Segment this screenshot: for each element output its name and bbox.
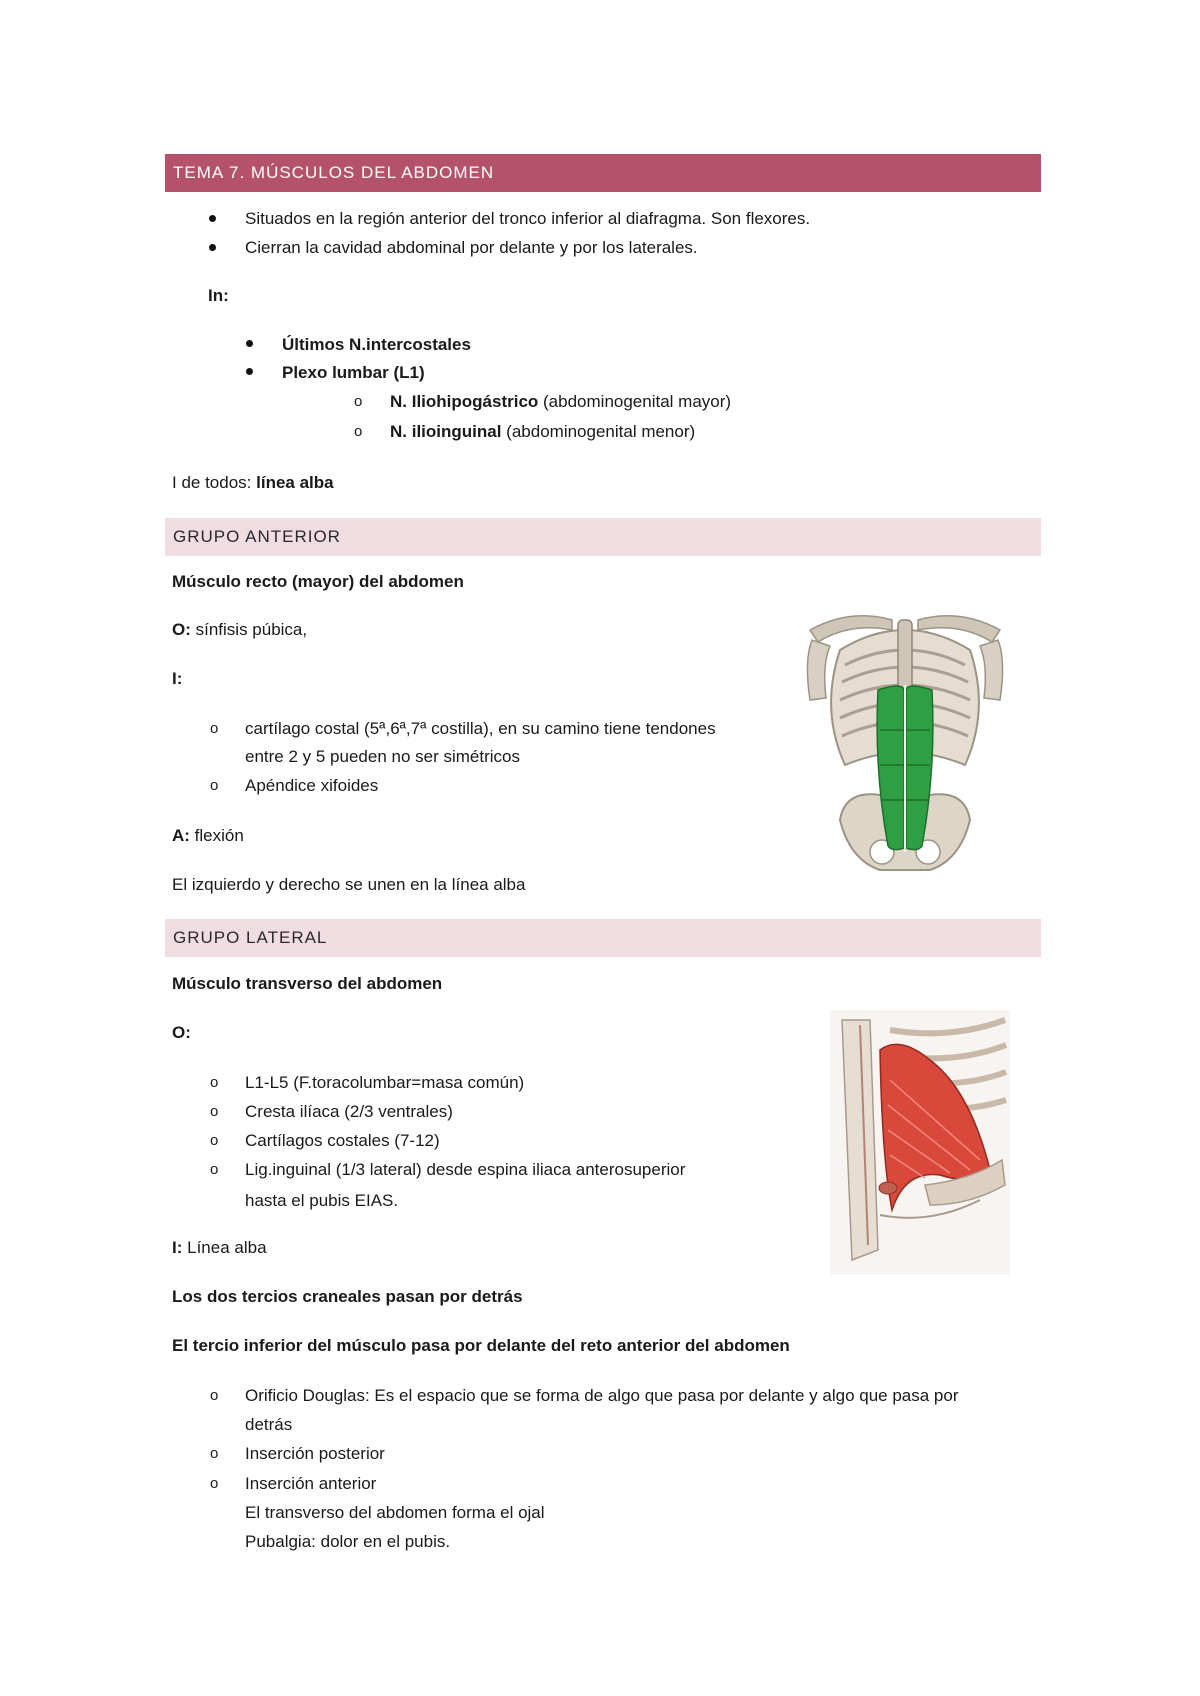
- detail-pubalgia: Pubalgia: dolor en el pubis.: [245, 1532, 451, 1551]
- transverse-origin-label: O:: [172, 1023, 191, 1042]
- transverse-note-1: Los dos tercios craneales pasan por detrás: [172, 1287, 523, 1306]
- muscle-transverse-title: Músculo transverso del abdomen: [172, 974, 443, 993]
- detail-douglas: Orificio Douglas: Es el espacio que se forma de algo que pasa por delante y algo que pasa por: [245, 1386, 959, 1405]
- bullet-icon: [246, 368, 253, 375]
- intro-bullet-1: Situados en la región anterior del tronco inferior al diafragma. Son flexores.: [245, 209, 811, 228]
- in-subitem-1: N. Iliohipogástrico (abdominogenital mayor): [390, 392, 732, 411]
- sub-bullet-icon: o: [210, 720, 219, 737]
- section-heading-anterior: GRUPO ANTERIOR: [165, 518, 1041, 556]
- transverse-origin-2: Cresta ilíaca (2/3 ventrales): [245, 1102, 453, 1121]
- detail-anterior: Inserción anterior: [245, 1474, 377, 1493]
- rectus-abdominis-illustration: [800, 590, 1010, 880]
- muscle-rectus-title: Músculo recto (mayor) del abdomen: [172, 572, 464, 591]
- in-item-1: Últimos N.intercostales: [282, 335, 471, 354]
- in-item-2: Plexo lumbar (L1): [282, 363, 425, 382]
- in-subitem-2: N. ilioinguinal (abdominogenital menor): [390, 422, 696, 441]
- in-label: In:: [208, 286, 229, 305]
- rectus-insertion-1: cartílago costal (5ª,6ª,7ª costilla), en su camino tiene tendones: [245, 719, 716, 738]
- section-heading-lateral: GRUPO LATERAL: [165, 919, 1041, 957]
- detail-ojal: El transverso del abdomen forma el ojal: [245, 1503, 545, 1522]
- transverse-note-2: El tercio inferior del músculo pasa por delante del reto anterior del abdomen: [172, 1336, 790, 1355]
- detail-douglas-cont: detrás: [245, 1415, 293, 1434]
- detail-posterior: Inserción posterior: [245, 1444, 385, 1463]
- transverse-origin-4: Lig.inguinal (1/3 lateral) desde espina iliaca anterosuperior: [245, 1160, 686, 1179]
- sub-bullet-icon: o: [210, 777, 219, 794]
- transverse-origin-1: L1-L5 (F.toracolumbar=masa común): [245, 1073, 525, 1092]
- transversus-abdominis-illustration: [830, 1010, 1010, 1275]
- sub-bullet-icon: o: [210, 1161, 219, 1178]
- bullet-icon: [209, 244, 216, 251]
- page-title: TEMA 7. MÚSCULOS DEL ABDOMEN: [165, 154, 1041, 192]
- transverse-origin-3: Cartílagos costales (7-12): [245, 1131, 440, 1150]
- sub-bullet-icon: o: [210, 1387, 219, 1404]
- rectus-insertion-label: I:: [172, 669, 183, 688]
- sub-bullet-icon: o: [210, 1103, 219, 1120]
- transverse-origin-4-cont: hasta el pubis EIAS.: [245, 1191, 399, 1210]
- intro-bullet-2: Cierran la cavidad abdominal por delante y por los laterales.: [245, 238, 698, 257]
- rectus-action: A: flexión: [172, 826, 244, 845]
- sub-bullet-icon: o: [210, 1132, 219, 1149]
- rectus-insertion-1-cont: entre 2 y 5 pueden no ser simétricos: [245, 747, 520, 766]
- sub-bullet-icon: o: [354, 393, 363, 410]
- sub-bullet-icon: o: [354, 423, 363, 440]
- sub-bullet-icon: o: [210, 1074, 219, 1091]
- rectus-origin: O: sínfisis púbica,: [172, 620, 308, 639]
- insertion-all: I de todos: línea alba: [172, 473, 334, 492]
- transverse-insertion: I: Línea alba: [172, 1238, 267, 1257]
- sub-bullet-icon: o: [210, 1445, 219, 1462]
- bullet-icon: [209, 215, 216, 222]
- rectus-note: El izquierdo y derecho se unen en la línea alba: [172, 875, 526, 894]
- bullet-icon: [246, 340, 253, 347]
- sub-bullet-icon: o: [210, 1475, 219, 1492]
- rectus-insertion-2: Apéndice xifoides: [245, 776, 379, 795]
